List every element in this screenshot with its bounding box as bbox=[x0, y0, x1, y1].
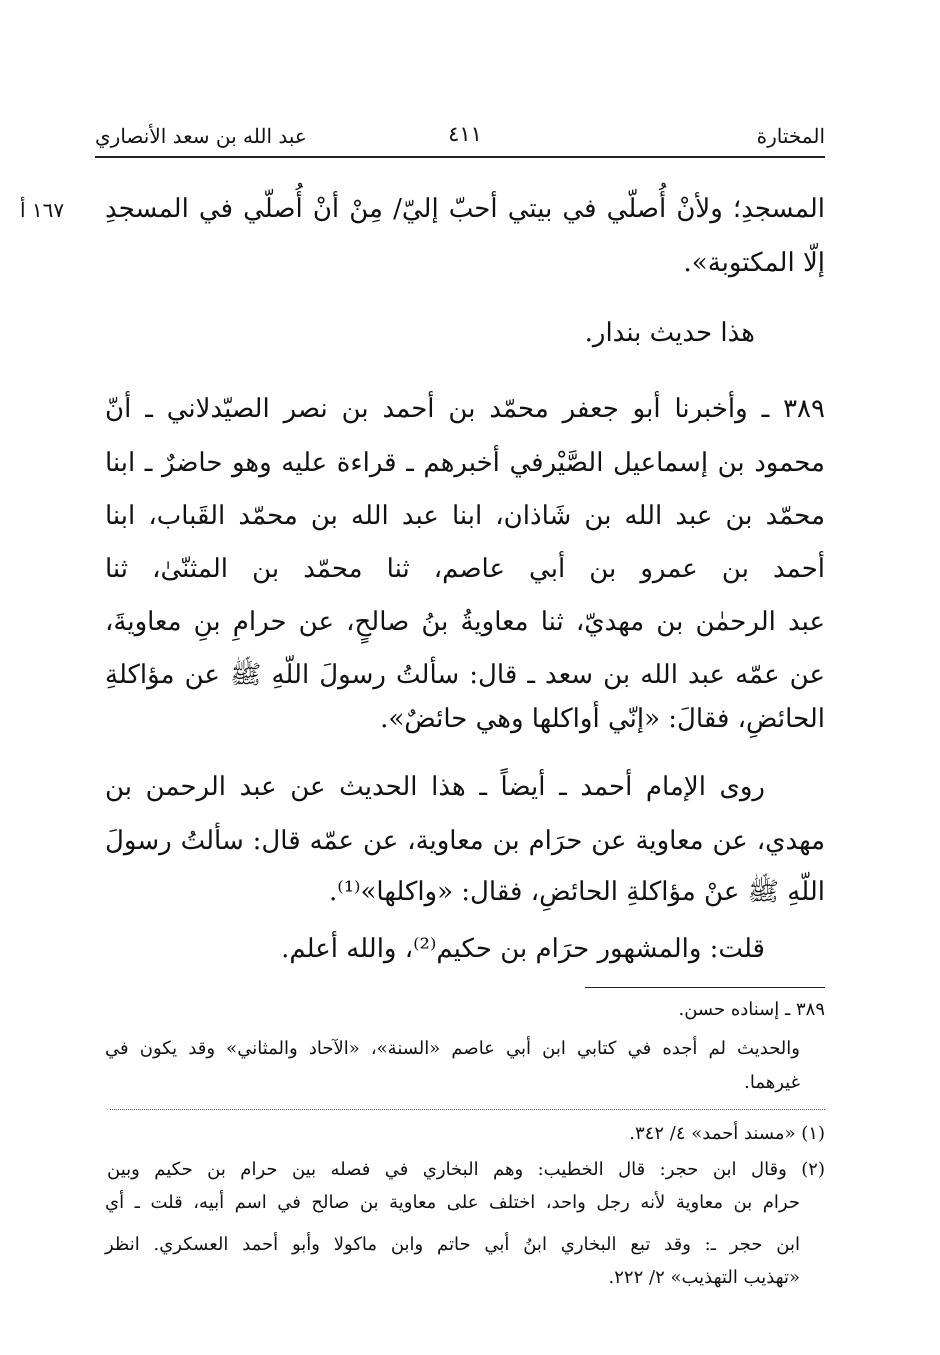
running-header bbox=[95, 118, 825, 158]
body-line: إلّا المكتوبة». bbox=[683, 248, 825, 278]
footnote-divider bbox=[585, 987, 825, 988]
footnote-line: ابن حجر ـ: وقد تبع البخاري ابنُ أبي حاتم وابن ماكولا وأبو أحمد العسكري. انظر bbox=[105, 1234, 800, 1255]
body-line: عبد الرحمٰن بن مهديّ، ثنا معاويةُ بنُ صالحٍ، عن حرامِ بنِ معاويةَ، bbox=[105, 607, 825, 637]
body-line: مهدي، عن معاوية عن حرَام بن معاوية، عن عمّه قال: سألتُ رسولَ bbox=[105, 826, 825, 856]
footnote-line: غيرهما. bbox=[744, 1072, 800, 1093]
footnote-line: والحديث لم أجده في كتابي ابن أبي عاصم «السنة»، «الآحاد والمثاني» وقد يكون في bbox=[105, 1038, 800, 1059]
footnote-line: (١) «مسند أحمد» ٤/ ٣٤٢. bbox=[629, 1123, 825, 1144]
body-line: الحائضِ، فقالَ: «إنّي أواكلها وهي حائضٌ». bbox=[380, 704, 825, 734]
body-line: روى الإمام أحمد ـ أيضاً ـ هذا الحديث عن عبد الرحمن بن bbox=[105, 772, 765, 802]
margin-folio-note: ١٦٧ أ bbox=[20, 198, 65, 222]
footnote-line: (٢) وقال ابن حجر: قال الخطيب: وهم البخاري في فصله بين حرام بن حكيم وبين bbox=[107, 1159, 825, 1180]
page-number: ٤١١ bbox=[448, 122, 482, 146]
body-line: محمود بن إسماعيل الصَّيْرفي أخبرهم ـ قراءة عليه وهو حاضرٌ ـ ابنا bbox=[105, 448, 825, 478]
header-book-title: المختارة bbox=[756, 124, 825, 148]
body-line: المسجدِ؛ ولأنْ أُصلّي في بيتي أحبّ إليّ/ مِنْ أنْ أُصلّي في المسجدِ bbox=[105, 194, 825, 224]
header-section-title: عبد الله بن سعد الأنصاري bbox=[95, 124, 307, 148]
footnote-line: «تهذيب التهذيب» ٢/ ٢٢٢. bbox=[608, 1267, 800, 1288]
header-divider bbox=[95, 156, 825, 158]
footnote-dotted-divider bbox=[110, 1109, 825, 1110]
footnote-line: ٣٨٩ ـ إسناده حسن. bbox=[678, 999, 825, 1020]
footnote-line: حرام بن معاوية لأنه رجل واحد، اختلف على معاوية بن صالح في اسم أبيه، قلت ـ أي bbox=[105, 1192, 800, 1213]
body-line: هذا حديث بندار. bbox=[584, 318, 755, 348]
hadith-number-line: ٣٨٩ ـ وأخبرنا أبو جعفر محمّد بن أحمد بن نصر الصيّدلاني ـ أنّ bbox=[105, 394, 825, 424]
body-line: عن عمّه عبد الله بن سعد ـ قال: سألتُ رسولَ اللّهِ ﷺ عن مؤاكلةِ bbox=[105, 660, 825, 690]
body-line: محمّد بن عبد الله بن شَاذان، ابنا عبد الله بن محمّد القَباب، ابنا bbox=[105, 501, 825, 531]
body-line: اللّهِ ﷺ عنْ مؤاكلةِ الحائضِ، فقال: «واكلها»⁽¹⁾. bbox=[329, 877, 825, 907]
body-line: قلت: والمشهور حرَام بن حكيم⁽²⁾، والله أعلم. bbox=[281, 934, 765, 964]
body-line: أحمد بن عمرو بن أبي عاصم، ثنا محمّد بن المثنّىٰ، ثنا bbox=[105, 554, 825, 584]
